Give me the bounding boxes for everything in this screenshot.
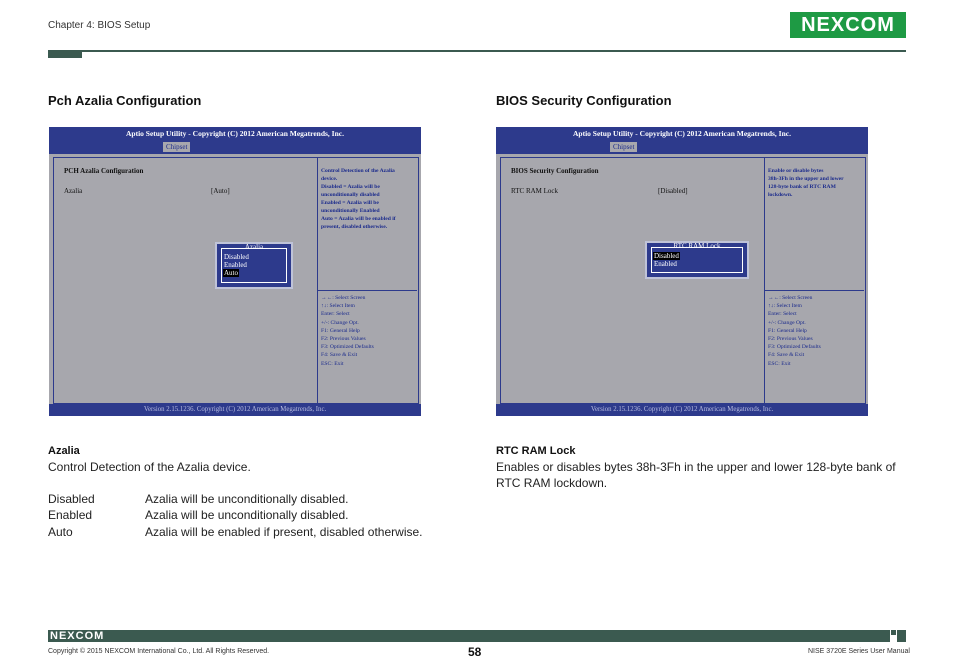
screen-heading: PCH Azalia Configuration [64,167,144,175]
nexcom-logo [790,12,906,38]
bios-keys-divider [317,290,417,291]
chapter-label: Chapter 4: BIOS Setup [48,20,151,31]
key-line: F1: General Help [768,327,807,334]
key-line: F1: General Help [321,327,360,334]
key-line: F2: Previous Values [321,336,366,343]
description-rtc-line2: RTC RAM lockdown. [496,476,608,490]
logo-x: X [830,13,846,36]
option-name: Disabled [48,492,95,506]
footer-logo-com: COM [75,630,105,642]
help-line: Control Detection of the Azalia [321,168,395,174]
setting-label-azalia[interactable]: Azalia [64,187,83,195]
rtc-ram-lock-options-popup [645,241,749,279]
setting-value-azalia[interactable]: [Auto] [211,187,230,195]
footer-logo [50,630,104,642]
popup-option-auto[interactable]: Auto [224,269,238,277]
help-line: 128-byte bank of RTC RAM [768,184,836,190]
bios-title-bar: Aptio Setup Utility - Copyright (C) 2012 American Megatrends, Inc. [49,127,421,140]
key-line: →←: Select Screen [768,295,813,301]
popup-title: Azalia [244,243,264,251]
popup-title: RTC RAM Lock [673,242,721,250]
help-line: present, disabled otherwise. [321,224,388,230]
help-text [321,167,413,231]
bios-title-bar: Aptio Setup Utility - Copyright (C) 2012 American Megatrends, Inc. [496,127,868,140]
key-legend [321,294,374,368]
setting-value-rtc-ram-lock[interactable]: [Disabled] [658,187,688,195]
section-title-right: BIOS Security Configuration [496,93,672,108]
help-line: Auto = Azalia will be enabled if [321,216,396,222]
key-line: F3: Optimized Defaults [768,344,821,351]
header-tab [48,50,82,58]
key-line: F4: Save & Exit [321,352,358,359]
help-line: Enable or disable bytes [768,168,824,174]
help-line: unconditionally Enabled [321,208,380,214]
header-rule [48,50,906,52]
help-line: device. [321,176,338,182]
popup-option-disabled[interactable]: Disabled [224,253,249,261]
logo-ne: NE [801,13,831,36]
option-text: Azalia will be unconditionally disabled. [145,492,349,506]
footer-bar [48,630,906,642]
help-line: Disabled = Azalia will be [321,184,380,190]
key-legend [768,294,821,368]
help-line: 38h-3Fh in the upper and lower [768,176,844,182]
tab-chipset[interactable]: Chipset [163,142,190,152]
key-line: Enter: Select [321,311,350,318]
term-rtc-ram-lock: RTC RAM Lock [496,445,576,457]
key-line: ESC: Exit [768,360,791,367]
bios-help-divider [317,157,318,404]
section-title-left: Pch Azalia Configuration [48,93,202,108]
description-azalia: Control Detection of the Azalia device. [48,460,251,474]
bios-help-divider [764,157,765,404]
bios-screen-security [496,127,868,416]
key-line: ↑↓: Select Item [321,303,355,310]
help-line: lockdown. [768,192,793,198]
help-line: Enabled = Azalia will be [321,200,379,206]
bios-version-bar: Version 2.15.1236. Copyright (C) 2012 American Megatrends, Inc. [49,404,421,416]
option-text: Azalia will be unconditionally disabled. [145,508,349,522]
logo-com: COM [845,13,895,36]
bios-keys-divider [764,290,864,291]
bios-tab-bar [49,140,421,154]
azalia-options-popup [215,242,293,289]
tab-chipset[interactable]: Chipset [610,142,637,152]
screen-heading: BIOS Security Configuration [511,167,599,175]
key-line: →←: Select Screen [321,295,366,301]
term-azalia: Azalia [48,445,80,457]
option-name: Enabled [48,508,93,522]
description-rtc-line1: Enables or disables bytes 38h-3Fh in the upper and lower 128-byte bank of [496,460,896,474]
footer-logo-ne: NE [50,630,68,642]
key-line: +/-: Change Opt. [768,319,806,326]
footer-corner-square [891,630,896,635]
help-line: unconditionally disabled [321,192,380,198]
bios-tab-bar [496,140,868,154]
key-line: ESC: Exit [321,360,344,367]
key-line: ↑↓: Select Item [768,303,802,310]
key-line: F4: Save & Exit [768,352,805,359]
manual-title: NISE 3720E Series User Manual [808,648,910,655]
copyright-text: Copyright © 2015 NEXCOM International Co., Ltd. All Rights Reserved. [48,648,270,655]
page-number: 58 [468,645,482,659]
bios-screen-azalia [49,127,421,416]
popup-option-enabled[interactable]: Enabled [224,261,247,269]
setting-label-rtc-ram-lock[interactable]: RTC RAM Lock [511,187,559,195]
popup-option-disabled[interactable]: Disabled [654,252,679,260]
key-line: +/-: Change Opt. [321,319,359,326]
footer-logo-x: X [67,630,76,642]
bios-version-bar: Version 2.15.1236. Copyright (C) 2012 American Megatrends, Inc. [496,404,868,416]
option-name: Auto [48,525,73,539]
key-line: F3: Optimized Defaults [321,344,374,351]
option-text: Azalia will be enabled if present, disabled otherwise. [145,525,423,539]
key-line: F2: Previous Values [768,336,813,343]
help-text [768,167,860,199]
key-line: Enter: Select [768,311,797,318]
popup-option-enabled[interactable]: Enabled [654,260,677,268]
